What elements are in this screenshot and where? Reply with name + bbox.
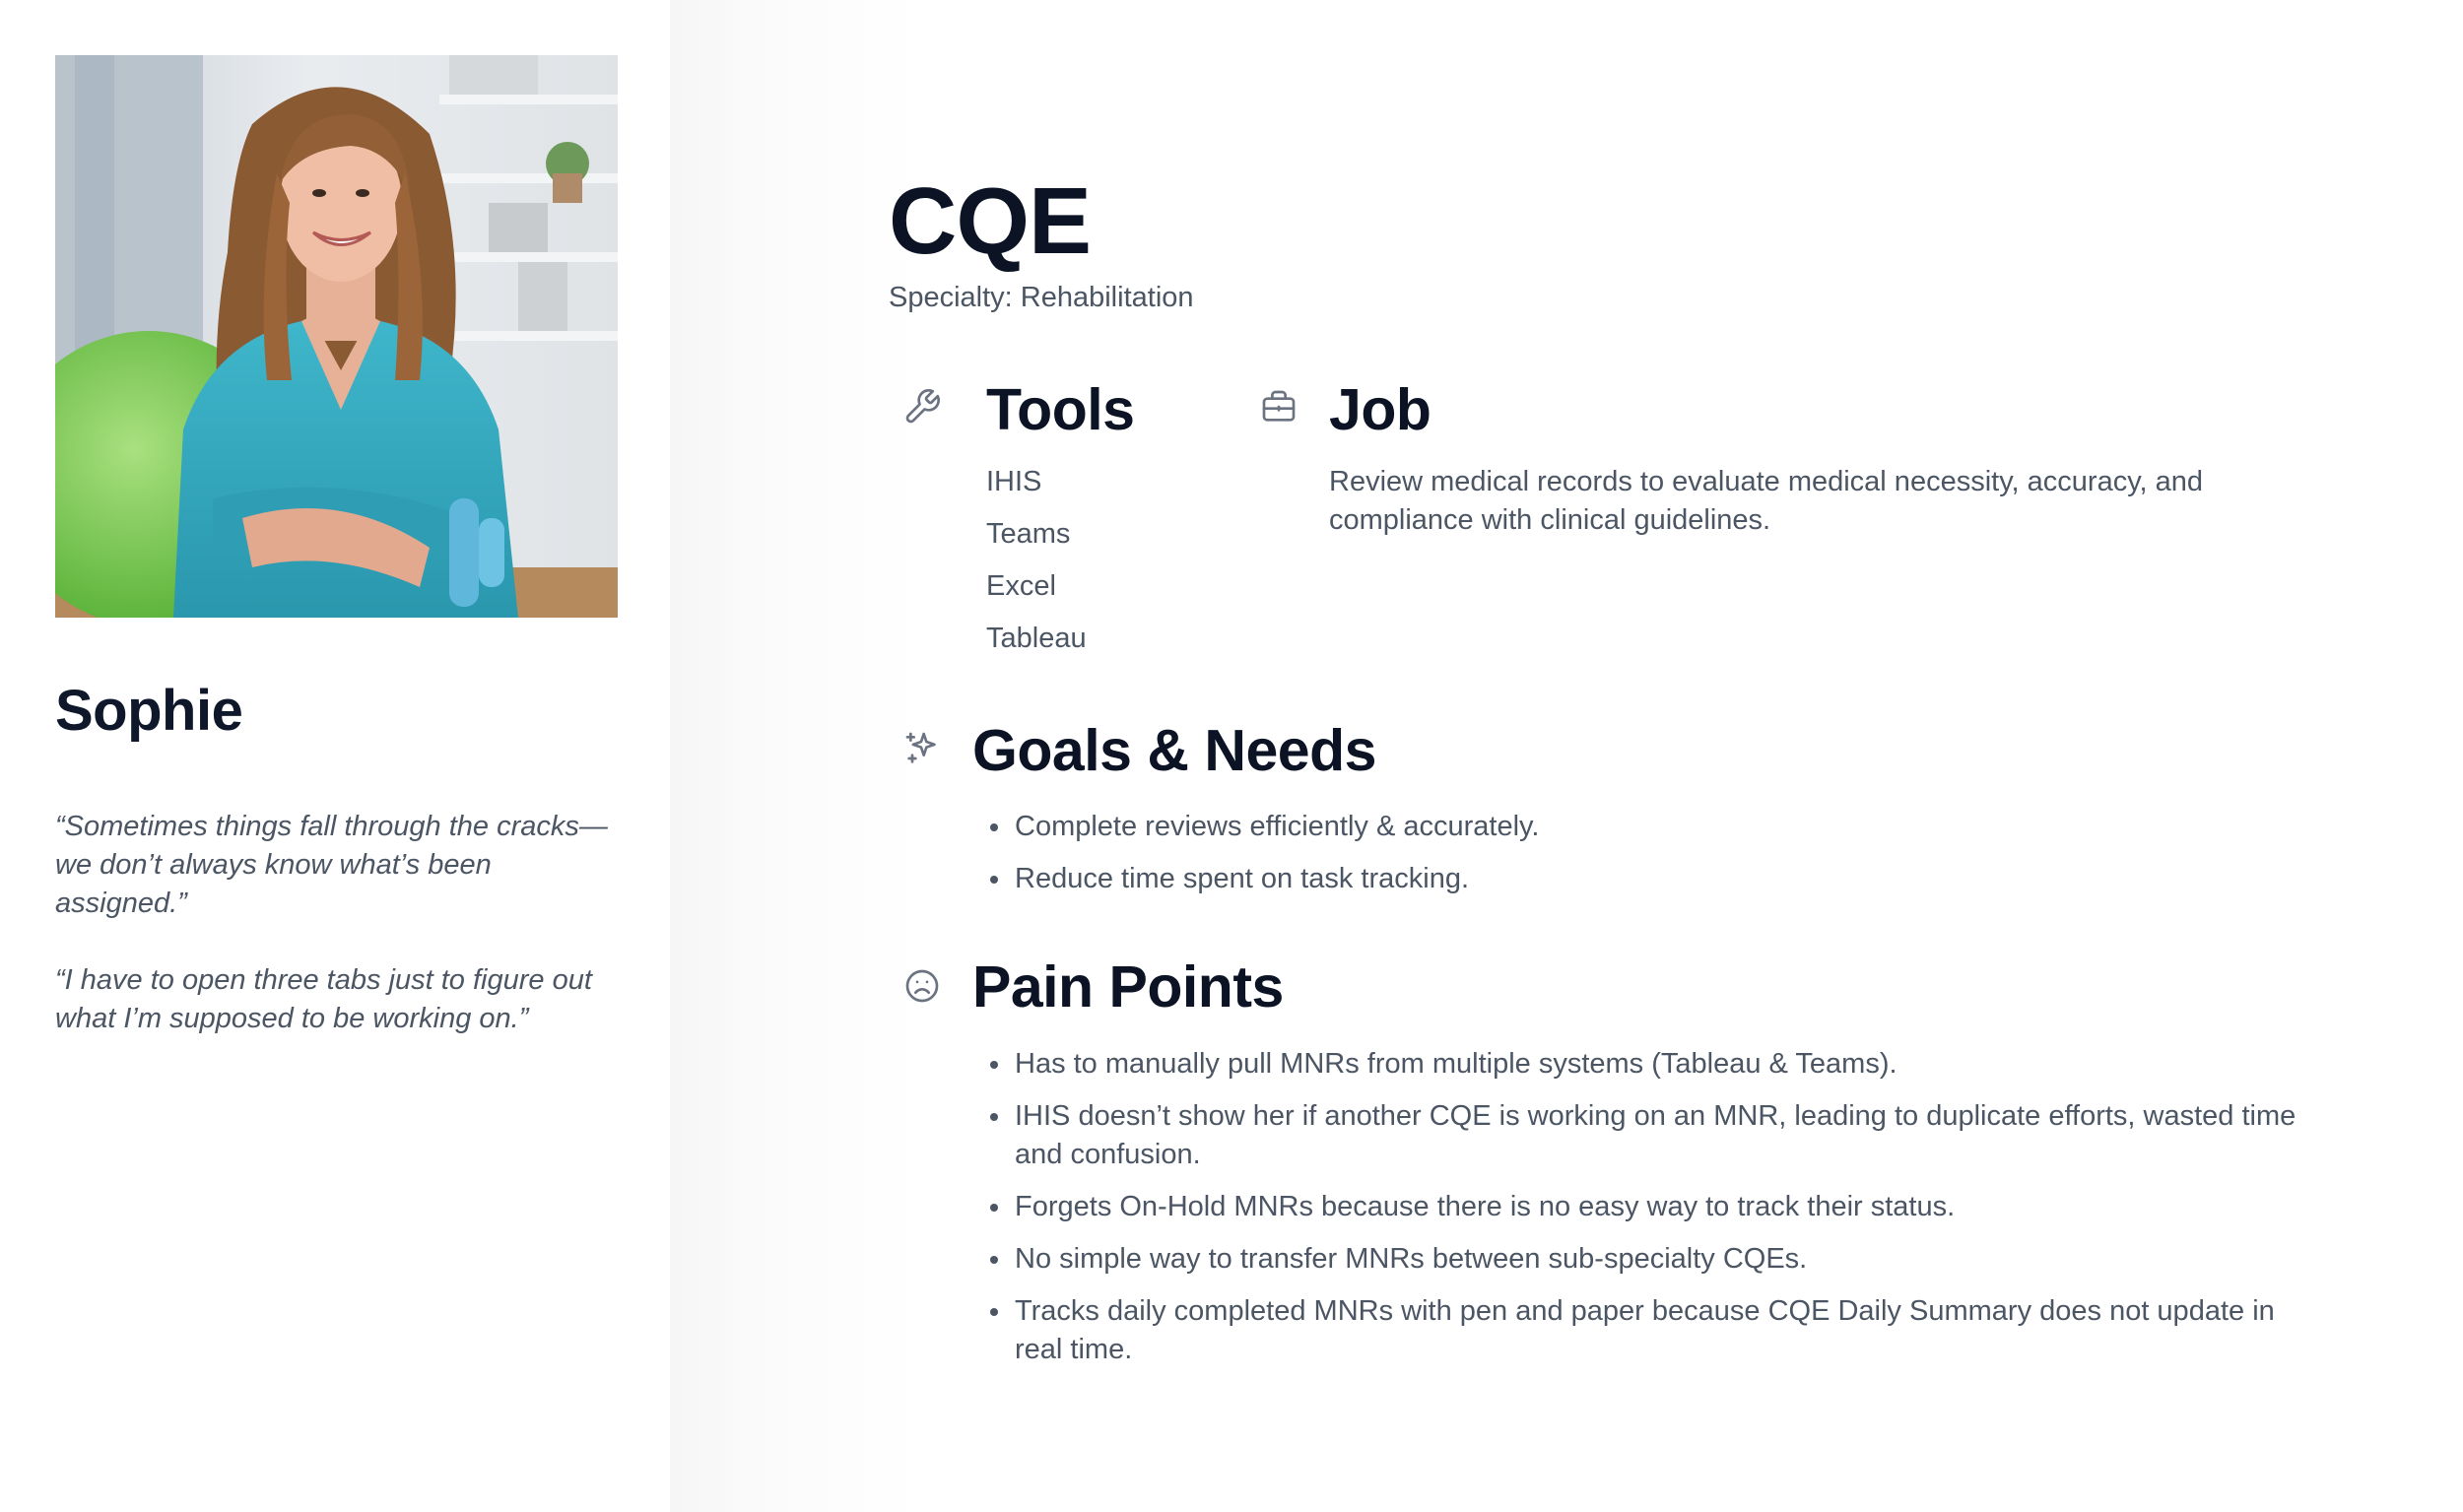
persona-quote: “I have to open three tabs just to figure out what I’m supposed to be working on.”	[55, 964, 592, 1034]
job-title: Job	[1329, 377, 1431, 442]
pain-point-item: Has to manually pull MNRs from multiple systems (Tableau & Teams).	[985, 1045, 2305, 1084]
briefcase-icon	[1259, 387, 1298, 427]
persona-details	[889, 0, 2317, 1512]
tool-item: IHIS	[986, 466, 1042, 497]
persona-sidebar	[0, 0, 670, 1512]
tool-item: Teams	[986, 518, 1071, 550]
wrench-icon	[902, 387, 942, 427]
pain-point-item: Tracks daily completed MNRs with pen and paper because CQE Daily Summary does not update in real time.	[985, 1292, 2305, 1369]
tool-item: Excel	[986, 570, 1056, 602]
persona-photo-illustration	[55, 55, 618, 618]
persona-quote: “Sometimes things fall through the cracks—we don’t always know what’s been assigned.”	[55, 811, 608, 919]
tools-title: Tools	[986, 377, 1135, 442]
pain-points-title: Pain Points	[972, 954, 1284, 1019]
persona-quotes	[55, 808, 627, 1077]
frown-icon	[902, 966, 942, 1006]
pain-point-item: IHIS doesn’t show her if another CQE is working on an MNR, leading to duplicate efforts, wasted time and confusion.	[985, 1097, 2305, 1174]
tools-list	[986, 463, 1087, 672]
pain-point-item: Forgets On-Hold MNRs because there is no easy way to track their status.	[985, 1188, 2305, 1226]
goals-title: Goals & Needs	[972, 718, 1376, 783]
pain-points-list	[985, 1045, 2305, 1383]
tool-item: Tableau	[986, 623, 1087, 654]
persona-name: Sophie	[55, 679, 243, 743]
role-specialty: Specialty: Rehabilitation	[889, 282, 1194, 313]
persona-photo	[55, 55, 618, 618]
sparkles-icon	[902, 729, 942, 768]
goal-item: Complete reviews efficiently & accurately.	[985, 808, 2305, 846]
goals-list	[985, 808, 2305, 912]
pain-point-item: No simple way to transfer MNRs between sub-specialty CQEs.	[985, 1240, 2305, 1279]
role-title: CQE	[889, 168, 1092, 274]
column-divider-shade	[670, 0, 926, 1512]
goal-item: Reduce time spent on task tracking.	[985, 860, 2305, 898]
job-description: Review medical records to evaluate medical necessity, accuracy, and compliance with clinical guidelines.	[1329, 466, 2204, 536]
